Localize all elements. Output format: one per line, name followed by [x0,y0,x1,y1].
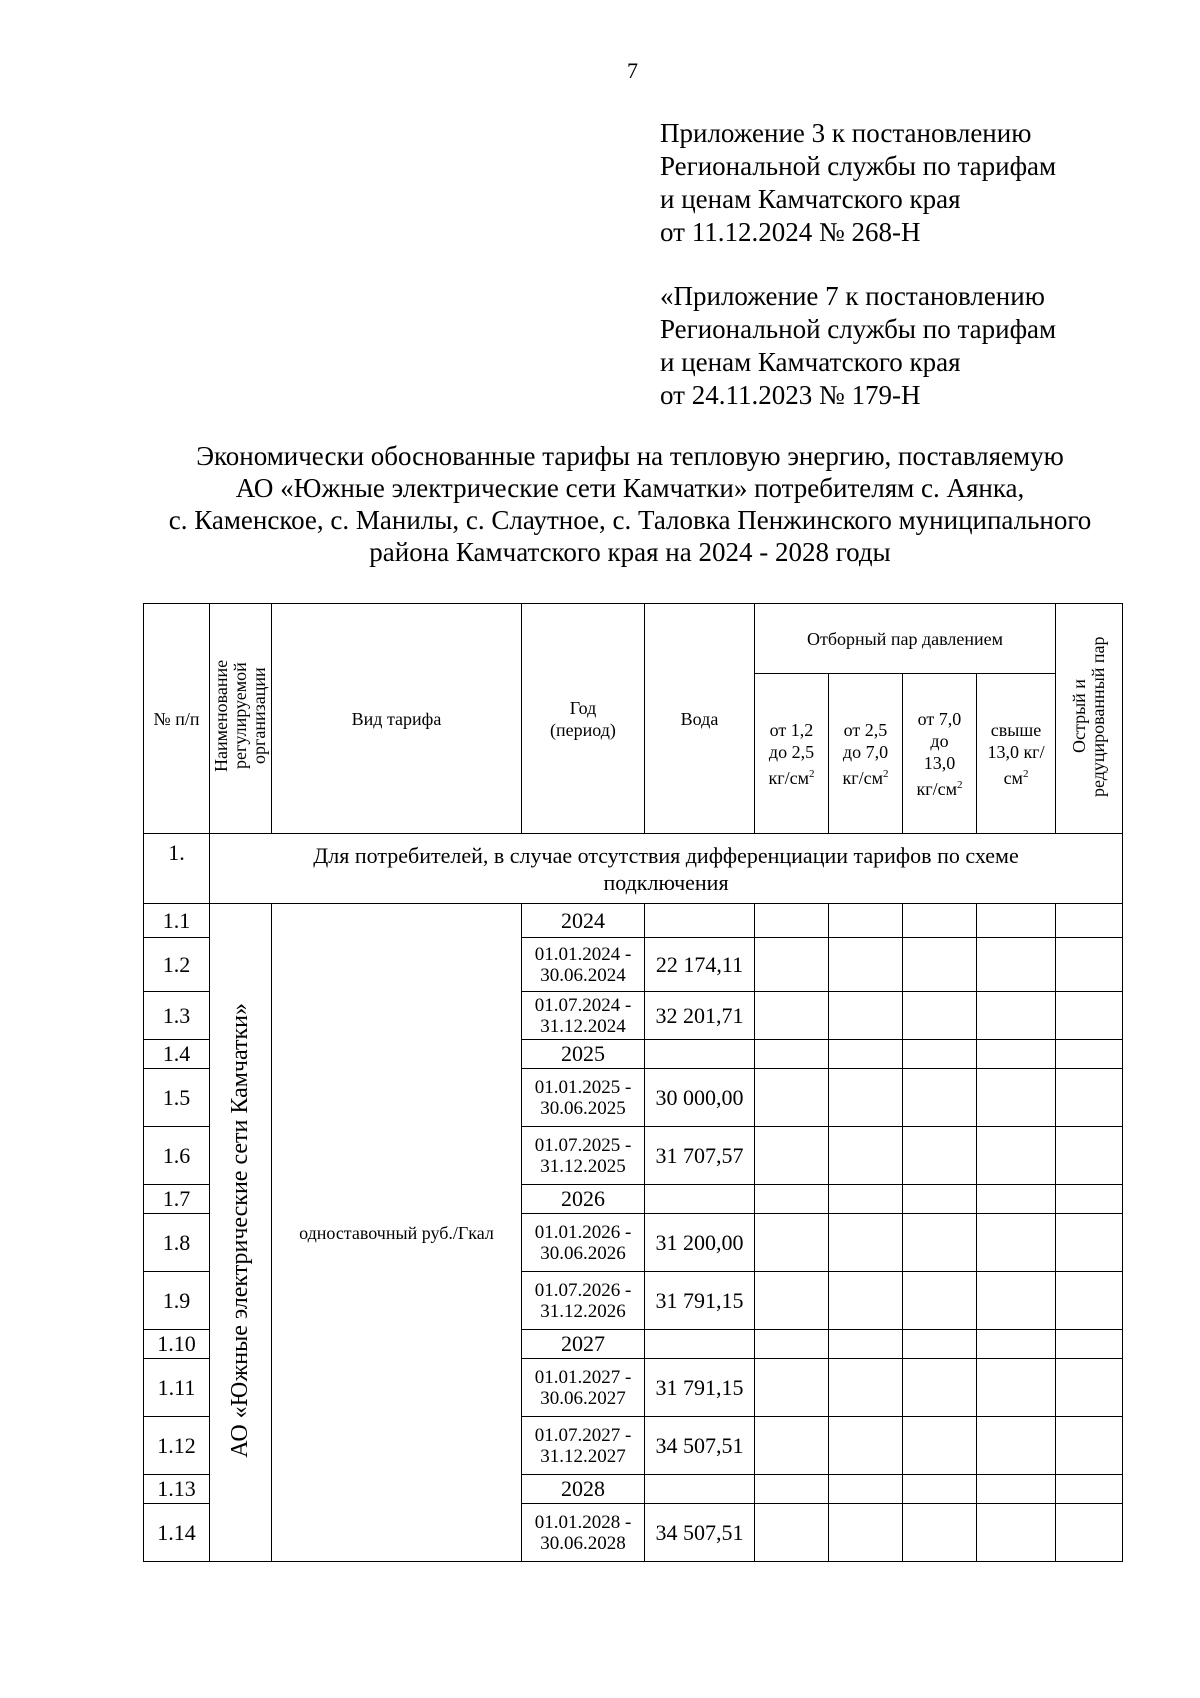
steam-3-cell [903,1272,977,1330]
title-line: Экономически обоснованные тарифы на тепловую энергию, поставляемую [196,441,1064,471]
steam-1-cell [755,1272,829,1330]
header-steam-2-text: от 2,5 до 7,0 кг/см [842,719,889,788]
water-cell: 32 201,71 [645,992,755,1040]
acute-cell [1056,1127,1123,1185]
header-steam-group: Отборный пар давлением [755,604,1056,674]
water-cell: 30 000,00 [645,1069,755,1127]
header-year-text: Год (период) [550,697,616,740]
period-cell: 2025 [522,1040,645,1069]
row-num: 1.1 [144,904,210,938]
steam-4-cell [977,1359,1056,1417]
acute-cell [1056,1069,1123,1127]
header-steam-4 [977,674,1056,834]
period-cell: 2026 [522,1185,645,1214]
steam-1-cell [755,938,829,992]
steam-1-cell [755,1185,829,1214]
appendix-line: и ценам Камчатского края [660,347,961,377]
steam-3-cell [903,1069,977,1127]
steam-2-cell [829,1272,903,1330]
period-cell: 01.01.2025 - 30.06.2025 [522,1069,645,1127]
appendix-line: Приложение 3 к постановлению [660,118,1032,148]
row-num: 1.9 [144,1272,210,1330]
steam-4-cell [977,1040,1056,1069]
period-cell: 01.07.2024 - 31.12.2024 [522,992,645,1040]
row-num: 1.11 [144,1359,210,1417]
water-cell [645,1330,755,1359]
steam-3-cell [903,1504,977,1562]
acute-cell [1056,1214,1123,1272]
steam-4-cell [977,1475,1056,1504]
appendix-reference-original [660,280,1056,412]
appendix-line: от 11.12.2024 № 268-Н [660,217,921,247]
appendix-line: и ценам Камчатского края [660,184,961,214]
steam-3-cell [903,1214,977,1272]
steam-3-cell [903,1330,977,1359]
header-org [210,604,272,834]
header-water: Вода [645,604,755,834]
appendix-reference-current [660,117,1056,249]
header-steam-1-text: от 1,2 до 2,5 кг/см [768,719,815,788]
steam-2-cell [829,1127,903,1185]
superscript: 2 [883,767,889,780]
steam-1-cell [755,1127,829,1185]
steam-2-cell [829,1185,903,1214]
acute-cell [1056,1359,1123,1417]
section-num: 1. [144,834,210,904]
row-num: 1.2 [144,938,210,992]
steam-3-cell [903,992,977,1040]
steam-2-cell [829,992,903,1040]
period-cell: 2027 [522,1330,645,1359]
water-cell [645,1185,755,1214]
steam-1-cell [755,1330,829,1359]
steam-4-cell [977,1504,1056,1562]
steam-2-cell [829,1504,903,1562]
row-num: 1.8 [144,1214,210,1272]
row-num: 1.14 [144,1504,210,1562]
steam-4-cell [977,1069,1056,1127]
superscript: 2 [957,778,963,791]
steam-3-cell [903,1185,977,1214]
period-cell: 01.01.2024 - 30.06.2024 [522,938,645,992]
acute-cell [1056,1040,1123,1069]
row-num: 1.13 [144,1475,210,1504]
acute-cell [1056,1417,1123,1475]
steam-2-cell [829,1040,903,1069]
steam-3-cell [903,904,977,938]
steam-4-cell [977,938,1056,992]
steam-4-cell [977,1330,1056,1359]
acute-cell [1056,1272,1123,1330]
steam-1-cell [755,1475,829,1504]
row-num: 1.4 [144,1040,210,1069]
acute-cell [1056,1185,1123,1214]
water-cell: 34 507,51 [645,1504,755,1562]
row-num: 1.7 [144,1185,210,1214]
tariff-table [143,603,1123,1562]
appendix-line: Региональной службы по тарифам [660,151,1057,181]
header-row [144,604,1123,674]
appendix-line: от 24.11.2023 № 179-Н [660,380,921,410]
period-cell: 01.07.2025 - 31.12.2025 [522,1127,645,1185]
org-name: АО «Южные электрические сети Камчатки» [227,1002,253,1458]
header-acute-text: Острый и редуцированный пар [1069,635,1109,797]
acute-cell [1056,1475,1123,1504]
steam-4-cell [977,1185,1056,1214]
steam-3-cell [903,1417,977,1475]
steam-4-cell [977,1272,1056,1330]
superscript: 2 [809,767,815,780]
steam-2-cell [829,1359,903,1417]
header-org-text: Наименование регулируемой организации [211,659,269,773]
steam-1-cell [755,992,829,1040]
header-acute-steam [1056,604,1123,834]
steam-4-cell [977,1214,1056,1272]
period-cell: 01.01.2028 - 30.06.2028 [522,1504,645,1562]
org-cell [210,904,272,1562]
header-num: № п/п [144,604,210,834]
appendix-line: «Приложение 7 к постановлению [660,281,1045,311]
table-row [144,904,1123,938]
water-cell [645,1475,755,1504]
page-number: 7 [627,58,638,83]
row-num: 1.12 [144,1417,210,1475]
steam-4-cell [977,1127,1056,1185]
period-cell: 01.01.2026 - 30.06.2026 [522,1214,645,1272]
acute-cell [1056,938,1123,992]
document-title [100,440,1160,568]
water-cell: 31 791,15 [645,1272,755,1330]
steam-2-cell [829,1475,903,1504]
steam-3-cell [903,938,977,992]
steam-2-cell [829,938,903,992]
steam-2-cell [829,1330,903,1359]
steam-1-cell [755,1214,829,1272]
steam-4-cell [977,1417,1056,1475]
title-line: района Камчатского края на 2024 - 2028 годы [369,537,891,567]
header-year [522,604,645,834]
steam-3-cell [903,1359,977,1417]
period-cell: 01.07.2027 - 31.12.2027 [522,1417,645,1475]
title-line: с. Каменское, с. Манилы, с. Слаутное, с. Таловка Пенжинского муниципального [168,505,1092,535]
period-cell: 01.07.2026 - 31.12.2026 [522,1272,645,1330]
steam-2-cell [829,1214,903,1272]
header-steam-4-text: свыше 13,0 кг/см [987,719,1045,788]
steam-3-cell [903,1040,977,1069]
section-title: Для потребителей, в случае отсутствия дифференциации тарифов по схеме подключения [210,834,1123,904]
row-num: 1.6 [144,1127,210,1185]
header-steam-2 [829,674,903,834]
steam-1-cell [755,904,829,938]
acute-cell [1056,1504,1123,1562]
steam-3-cell [903,1127,977,1185]
water-cell [645,904,755,938]
row-num: 1.5 [144,1069,210,1127]
steam-2-cell [829,904,903,938]
water-cell: 31 200,00 [645,1214,755,1272]
water-cell: 34 507,51 [645,1417,755,1475]
period-cell: 01.01.2027 - 30.06.2027 [522,1359,645,1417]
header-steam-3-text: от 7,0 до 13,0 кг/см [916,708,962,799]
row-num: 1.3 [144,992,210,1040]
row-num: 1.10 [144,1330,210,1359]
acute-cell [1056,992,1123,1040]
steam-1-cell [755,1417,829,1475]
water-cell: 31 791,15 [645,1359,755,1417]
steam-2-cell [829,1069,903,1127]
steam-4-cell [977,992,1056,1040]
steam-1-cell [755,1040,829,1069]
period-cell: 2024 [522,904,645,938]
header-tariff-type: Вид тарифа [272,604,522,834]
acute-cell [1056,904,1123,938]
section-row [144,834,1123,904]
superscript: 2 [1022,767,1029,780]
water-cell: 31 707,57 [645,1127,755,1185]
steam-4-cell [977,904,1056,938]
tariff-type-cell: одноставочный руб./Гкал [272,904,522,1562]
steam-1-cell [755,1359,829,1417]
steam-2-cell [829,1417,903,1475]
steam-1-cell [755,1504,829,1562]
appendix-line: Региональной службы по тарифам [660,314,1057,344]
water-cell [645,1040,755,1069]
title-line: АО «Южные электрические сети Камчатки» потребителям с. Аянка, [235,473,1025,503]
water-cell: 22 174,11 [645,938,755,992]
header-steam-3 [903,674,977,834]
period-cell: 2028 [522,1475,645,1504]
header-steam-1 [755,674,829,834]
steam-1-cell [755,1069,829,1127]
steam-3-cell [903,1475,977,1504]
acute-cell [1056,1330,1123,1359]
